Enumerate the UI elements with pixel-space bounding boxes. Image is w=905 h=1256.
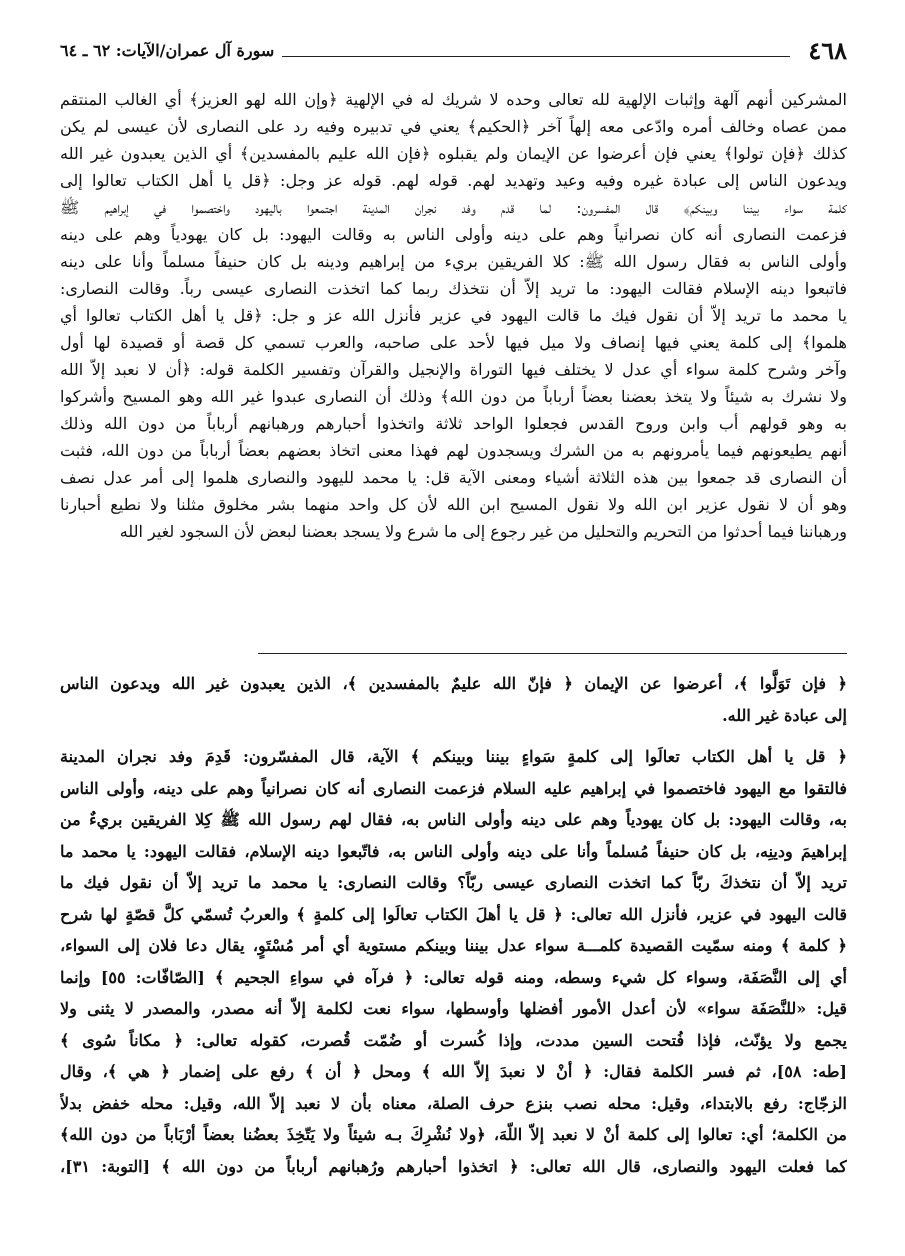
main-text-line: ولا نشرك به شيئاً ولا يتخذ بعضنا بعضاً أرباباً من دون الله﴾ وذلك أن النصارى عبدوا غير الله وهو المسيح وأشركوا [60, 387, 847, 406]
main-text-line: أن النصارى قد جمعوا بين هذه الثلاثة أشياء ومعنى الآية قل: يا محمد لليهود والنصارى هلموا إلى أمر عدل نصف [60, 468, 847, 487]
commentary-line: كما فعلت اليهود والنصارى، قال الله تعالى: ﴿ اتخذوا أحبارهم ورُهبانهم أرباباً من دون الله ﴾ [التوبة: ٣١]، [60, 1156, 847, 1176]
main-text-line: كلمة سواء بيننا وبينكم﴾ قال المفسرون: لما قدم وفد نجران المدينة اجتمعوا باليهود واختصموا في إبراهيم ﷺ [60, 198, 847, 217]
commentary-line: قالت اليهود في عزير، فأنزل الله تعالى: ﴿ قل يا أهلَ الكتاب تعالَوا إلى كلمةٍ ﴾ والعربُ تُسمّي كلَّ قصّةٍ لها شرح [60, 904, 847, 924]
commentary-line: ﴿ فإن تَوَلَّوا ﴾، أعرضوا عن الإيمان ﴿ فإنّ الله عليمٌ بالمفسدين ﴾، الذين يعبدون غير الله ويدعون الناس [60, 674, 847, 693]
main-text-line: به وهو قولهم أب وابن وروح القدس فجعلوا الواحد ثلاثة واتخذوا أحبارهم ورهبانهم أرباباً من دون الله وذلك [60, 414, 847, 433]
commentary-line: قيل: «للنَّصَفَة سواء» لأن أعدل الأمور أفضلها وأوسطها، سواء نعت لكلمة إلاّ أنه مصدر، والمصدر لا يثنى ولا [60, 999, 847, 1018]
commentary-line: ﴿ قل يا أهل الكتاب تعالَوا إلى كلمةٍ سَواءٍ بيننا وبينكم ﴾ الآية، قال المفسّرون: قَدِمَ وفد نجران المدينة [60, 747, 847, 766]
main-text-line: هلموا﴾ إلى كلمة يعني فيها إنصاف ولا ميل فيها لأحد على صاحبه، والعرب تسمي كل قصة أو قصيدة لها أول [60, 333, 847, 352]
commentary-line: [طه: ٥٨]، ثم فسر الكلمة فقال: ﴿ أنْ لا نعبدَ إلاّ الله ﴾ ومحل ﴿ أن ﴾ رفع على إضمار ﴿ هي ﴾، وقال [60, 1062, 847, 1081]
commentary-block [60, 668, 847, 1182]
commentary-line: فالتقوا مع اليهود فاختصموا في إبراهيم عليه السلام فزعمت النصارى أنه كان نصرانياً وهم على دينه، وأولى الناس [60, 778, 847, 798]
header-rule [282, 56, 790, 57]
commentary-line: ﴿ كلمة ﴾ ومنه سمّيت القصيدة كلمـــة سواء عدل بيننا وبينكم مستوية أي أمر مُسْتَوٍ، يقال دعا فلان إلى السواء، [60, 936, 847, 955]
commentary-line: إبراهيمَ ودينِه، بل كان حنيفاً مُسلماً وأنا على دينه وأولى الناس به، فاتّبعوا دينه الإسلام، فقالت اليهود: يا محمد ما [60, 841, 847, 861]
main-text-line: كذلك ﴿فإن تولوا﴾ يعني فإن أعرضوا عن الإيمان ولم يقبلوه ﴿فإن الله عليم بالمفسدين﴾ أي الذين يعبدون غير الله [60, 144, 847, 163]
main-text-line: المشركين أنهم آلهة وإثبات الإلهية لله تعالى وحده لا شريك له في الإلهية ﴿وإن الله لهو العزيز﴾ أي الغالب المنتقم [60, 90, 847, 109]
main-text-line: فزعمت النصارى أنه كان نصرانياً وهم على دينه وأولى الناس به وقالت اليهود: بل كان يهودياً وهم على دينه [60, 225, 847, 244]
commentary-line: من الكلمة؛ أي: تعالوا إلى كلمة أنْ لا نعبد إلاّ اللّهَ، ﴿ولا نُشْرِكَ بـه شيئاً ولا يَتّخِذَ بعضُنا بعضاً أرْبَاباً من دون الله﴾ [60, 1125, 847, 1144]
page-number: ٤٦٨ [808, 36, 847, 65]
main-text-block [60, 86, 847, 545]
commentary-line: به، وقالت اليهود: بل كان يهودياً وهم على دينه وأولى الناس به، فقال لهم رسول الله ﷺ كِلا الفريقين بريءٌ من [60, 810, 847, 829]
main-text-line: وهو أن لا نقول عزير ابن الله ولا نقول المسيح ابن الله لأن كل واحد منهما بشر مخلوق مثلنا ولا نطيع أحبارنا [60, 495, 847, 514]
page-header [60, 30, 847, 66]
commentary-line: يجمع ولا يؤنّث، فإذا فُتحت السين مددت، وإذا كُسرت أو ضُمّت قُصرت، كقوله تعالى: ﴿ مكاناً سُوى ﴾ [60, 1030, 847, 1050]
commentary-line: إلى عبادة غير الله. [722, 705, 847, 725]
main-text-line: أنهم يطيعونهم فيما يأمرونهم به من الشرك ويسجدون لهم فهذا معنى اتخاذ بعضهم بعضاً أرباباً من دون الله، فثبت [60, 441, 847, 460]
main-text-line: وأولى الناس به فقال رسول الله ﷺ: كلا الفريقين بريء من إبراهيم ودينه بل كان حنيفاً مسلماً وأنا على دينه [60, 252, 847, 271]
main-text-line: ويدعون الناس إلى عبادة غيره وفيه وعيد وتهديد لهم. قوله لهم. قوله عز وجل: ﴿قل يا أهل الكتاب تعالوا إلى [60, 171, 847, 190]
commentary-line: تريد إلاّ أن نتخذكَ ربّاً كما اتخذت النصارى عيسى ربّاً؟ وقالت النصارى: يا محمد ما تريد إلاّ أن نقول فيك ما [60, 873, 847, 892]
section-divider [258, 653, 847, 654]
main-text-line: ورهباننا فيما أحدثوا من التحريم والتحليل من غير رجوع إلى ما شرع ولا يسجد بعضنا لبعض لأن السجود لغير الله [119, 522, 847, 541]
main-text-line: وآخر وشرح كلمة سواء أي عدل لا يختلف فيها التوراة والإنجيل والقرآن وتفسير الكلمة قوله: ﴿أن لا نعبد إلاّ الله [60, 360, 847, 379]
commentary-line: الزجّاج: رفع بالابتداء، وقيل: محله نصب بنزع حرف الصلة، معناه بأن لا نعبد إلاّ الله، وقيل: محله خفض بدلاً [60, 1093, 847, 1113]
commentary-line: أي إلى النَّصَفَة، وسواء كل شيء وسطه، ومنه قوله تعالى: ﴿ فرآه في سواءِ الجحيم ﴾ [الصّافّات: ٥٥] وإنما [60, 967, 847, 987]
main-text-line: يا محمد ما تريد إلاّ أن نقول فيك ما قالت اليهود في عزير فأنزل الله عز و جل: ﴿قل يا أهل الكتاب تعالوا أي [60, 306, 847, 325]
main-text-line: ممن عصاه وخالف أمره وادّعى معه إلهاً آخر ﴿الحكيم﴾ يعني في تدبيره وفيه رد على النصارى لأن عيسى لم يكن [60, 117, 847, 136]
running-title: سورة آل عمران/الآيات: ٦٢ ـ ٦٤ [60, 41, 275, 60]
main-text-line: فاتبعوا دينه الإسلام فقالت اليهود: ما تريد إلاّ أن نتخذك ربما كما اتخذت النصارى عيسى رباً. وقالت النصارى: [60, 279, 847, 298]
